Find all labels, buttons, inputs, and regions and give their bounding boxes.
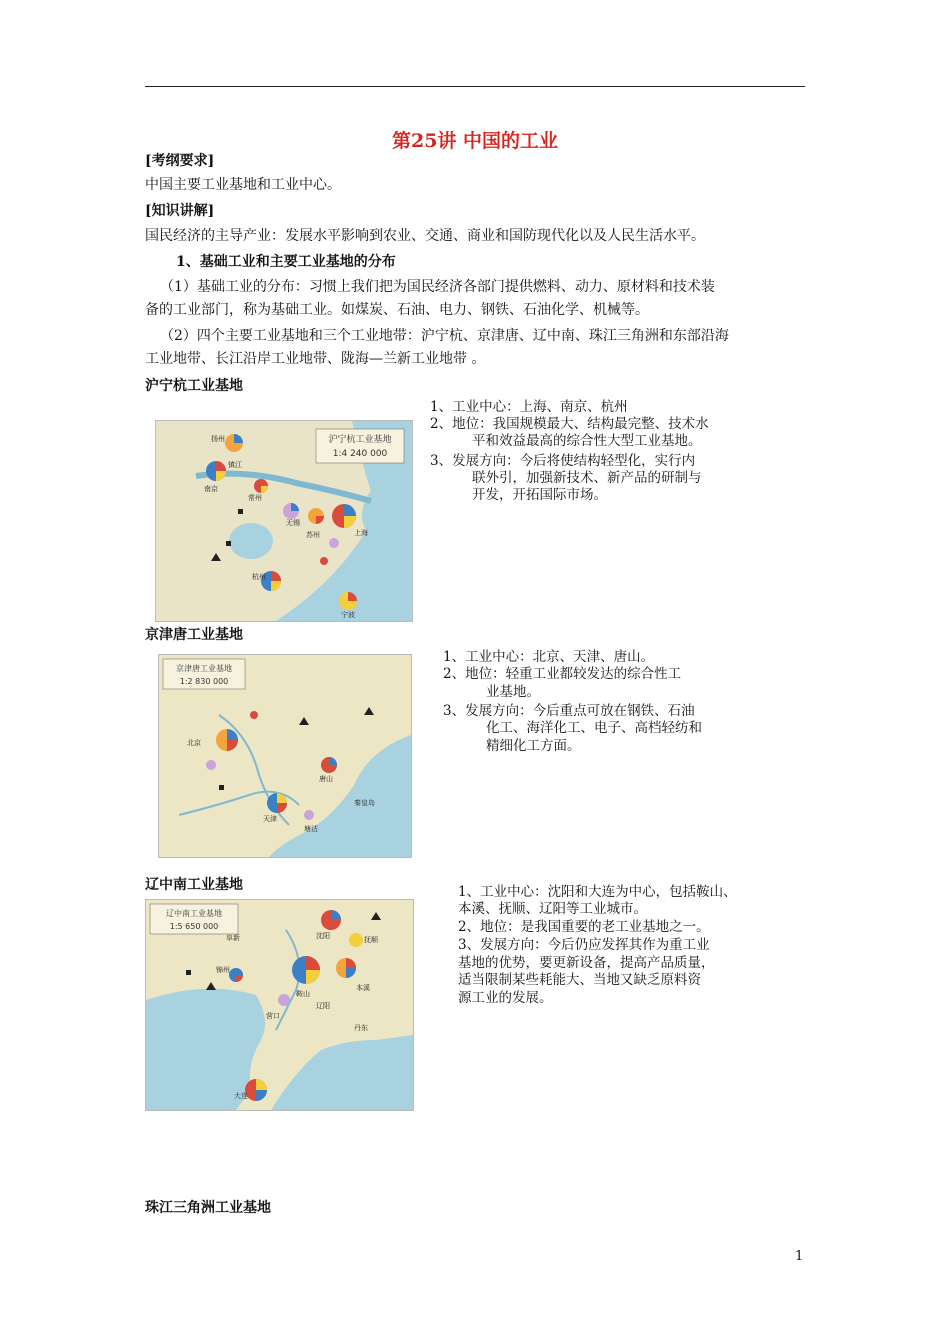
- knowledge-heading: [知识讲解]: [145, 203, 215, 219]
- city-label: 本溪: [356, 984, 370, 992]
- info-line: 平和效益最高的综合性大型工业基地。: [472, 433, 702, 449]
- info-line: 1、工业中心：沈阳和大连为中心，包括鞍山、: [458, 884, 737, 900]
- city-label: 鞍山: [296, 990, 310, 998]
- info-line: 3、发展方向：今后将使结构轻型化，实行内: [430, 453, 696, 469]
- map-title: 辽中南工业基地: [166, 909, 222, 918]
- header-rule: [145, 86, 805, 87]
- requirement-text: 中国主要工业基地和工业中心。: [145, 177, 341, 193]
- info-line: 3、发展方向：今后重点可放在钢铁、石油: [443, 703, 695, 719]
- paragraph-2-line-1: （2）四个主要工业基地和三个工业地带：沪宁杭、京津唐、辽中南、珠江三角洲和东部沿海: [160, 328, 729, 344]
- map-title: 京津唐工业基地: [176, 664, 232, 673]
- info-line: 1、工业中心：北京、天津、唐山。: [443, 649, 655, 665]
- city-label: 苏州: [306, 531, 320, 539]
- paragraph-1-line-2: 备的工业部门，称为基础工业。如煤炭、石油、电力、钢铁、石油化学、机械等。: [145, 302, 649, 318]
- city-label: 营口: [266, 1012, 280, 1020]
- city-label: 上海: [354, 529, 368, 537]
- info-line: 适当限制某些耗能大、当地又缺乏原料资: [458, 972, 701, 988]
- city-label: 常州: [248, 494, 262, 502]
- city-label: 大连: [234, 1092, 248, 1100]
- info-line: 业基地。: [486, 684, 540, 700]
- paragraph-2-line-2: 工业地带、长江沿岸工业地带、陇海—兰新工业地带 。: [145, 351, 486, 367]
- base-heading-jing-jin-tang: 京津唐工业基地: [145, 627, 243, 643]
- page-title: 第25讲 中国的工业: [391, 130, 559, 152]
- map-title: 沪宁杭工业基地: [328, 435, 392, 445]
- info-line: 2、地位：我国规模最大、结构最完整、技术水: [430, 416, 709, 432]
- requirement-heading: [考纲要求]: [145, 153, 215, 169]
- map-scale: 1:2 830 000: [179, 677, 229, 686]
- info-line: 3、发展方向：今后仍应发挥其作为重工业: [458, 937, 710, 953]
- map-scale: 1:4 240 000: [332, 449, 388, 459]
- info-line: 源工业的发展。: [458, 990, 553, 1006]
- city-label: 辽阳: [316, 1002, 330, 1010]
- city-label: 无锡: [286, 519, 300, 527]
- info-line: 基地的优势，要更新设备，提高产品质量，: [458, 955, 715, 971]
- map-scale: 1:5 650 000: [169, 922, 219, 931]
- info-line: 开发，开拓国际市场。: [472, 487, 607, 503]
- city-label: 扬州: [211, 435, 225, 443]
- info-line: 精细化工方面。: [486, 738, 581, 754]
- city-label: 沈阳: [316, 932, 330, 940]
- paragraph-1-line-1: （1）基础工业的分布：习惯上我们把为国民经济各部门提供燃料、动力、原材料和技术装: [160, 279, 715, 295]
- city-label: 锦州: [216, 966, 230, 974]
- info-line: 1、工业中心：上海、南京、杭州: [430, 399, 628, 415]
- page-number: 1: [795, 1249, 804, 1264]
- city-label: 宁波: [341, 611, 355, 619]
- liao-zhong-nan-map: [145, 899, 414, 1111]
- city-label: 阜新: [226, 934, 240, 942]
- info-line: 2、地位：轻重工业都较发达的综合性工: [443, 666, 682, 682]
- city-label: 镇江: [228, 461, 242, 469]
- info-line: 化工、海洋化工、电子、高档轻纺和: [486, 720, 702, 736]
- info-line: 本溪、抚顺、辽阳等工业城市。: [458, 901, 647, 917]
- city-label: 丹东: [354, 1024, 368, 1032]
- jing-jin-tang-map: [158, 654, 412, 858]
- city-label: 北京: [187, 739, 201, 747]
- subsection-heading: 1、基础工业和主要工业基地的分布: [176, 254, 396, 270]
- info-line: 2、地位：是我国重要的老工业基地之一。: [458, 919, 710, 935]
- city-label: 天津: [263, 815, 277, 823]
- base-heading-hu-ning-hang: 沪宁杭工业基地: [145, 378, 243, 394]
- city-label: 抚顺: [364, 936, 378, 944]
- city-label: 秦皇岛: [354, 799, 375, 807]
- base-heading-liao-zhong-nan: 辽中南工业基地: [145, 877, 243, 893]
- info-line: 联外引，加强新技术、新产品的研制与: [472, 470, 702, 486]
- base-heading-pearl-river-delta: 珠江三角洲工业基地: [145, 1200, 271, 1216]
- city-label: 杭州: [252, 573, 266, 581]
- hu-ning-hang-map: [155, 420, 413, 622]
- intro-paragraph: 国民经济的主导产业：发展水平影响到农业、交通、商业和国防现代化以及人民生活水平。: [145, 228, 705, 244]
- city-label: 南京: [204, 485, 218, 493]
- city-label: 塘沽: [304, 825, 318, 833]
- city-label: 唐山: [319, 775, 333, 783]
